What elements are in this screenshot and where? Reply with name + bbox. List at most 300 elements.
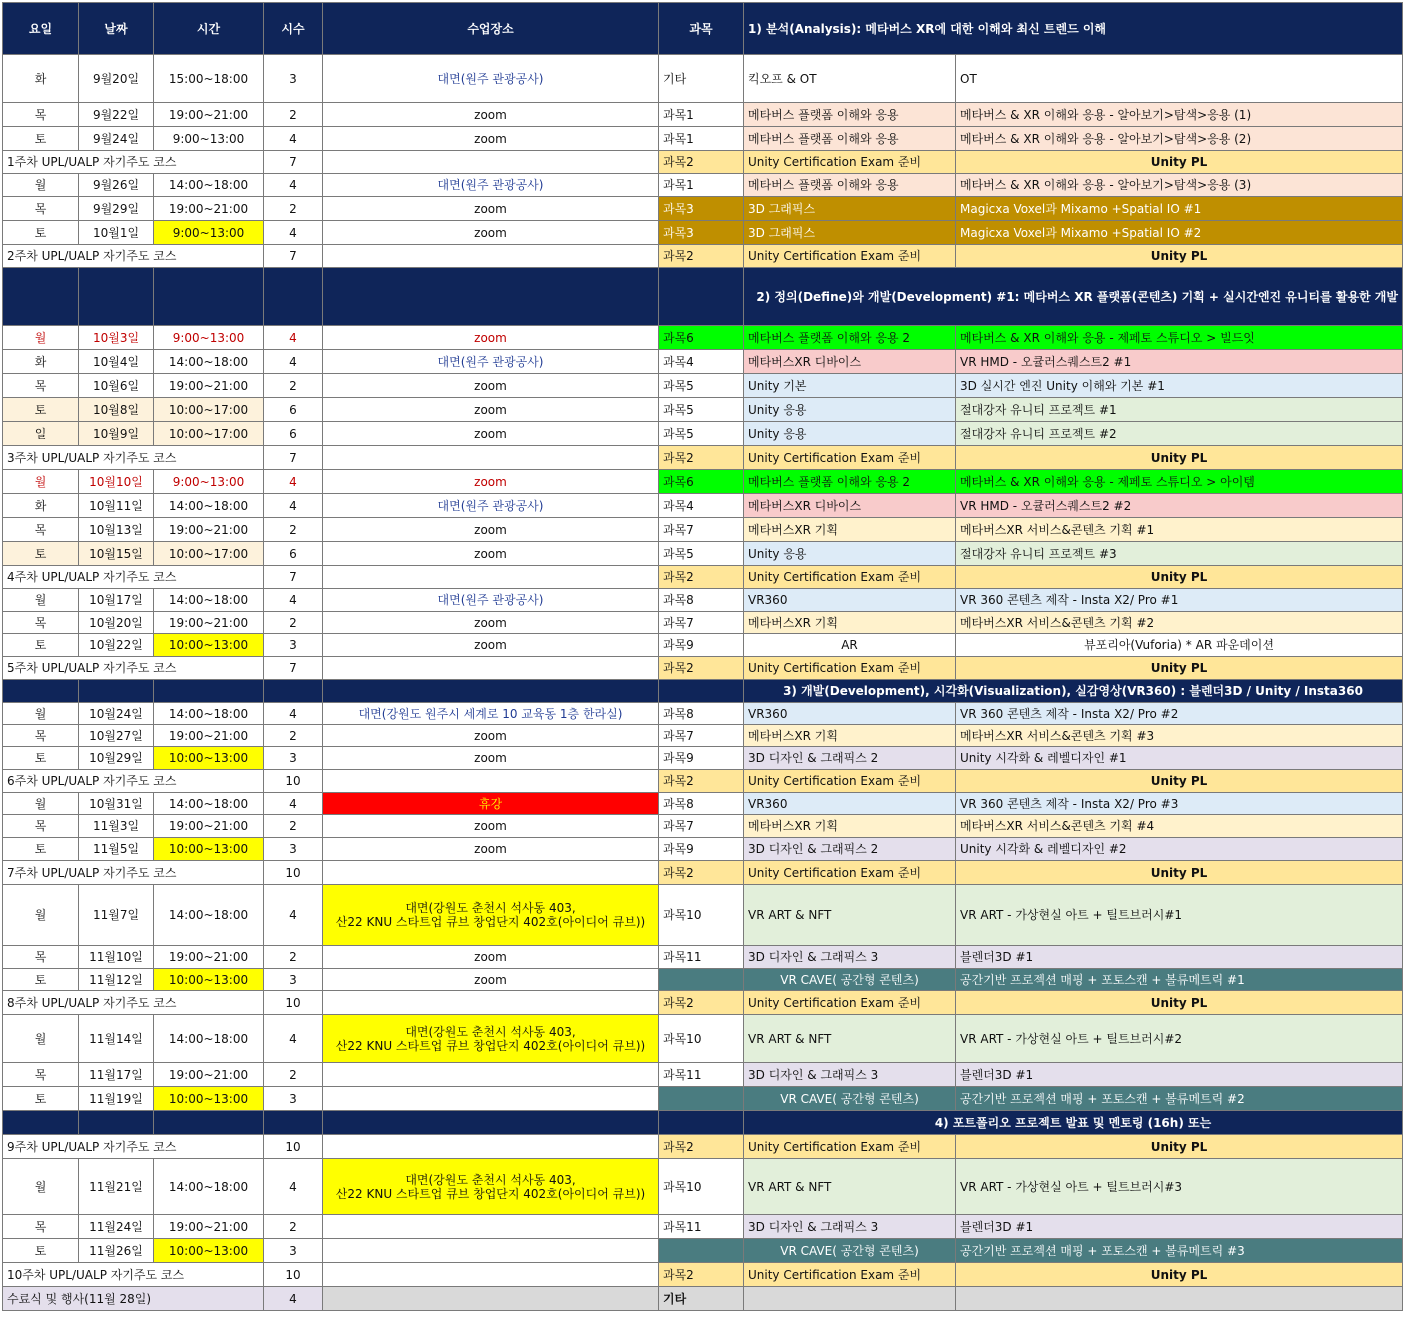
day-cell: 화 <box>3 350 79 374</box>
hours-cell: 6 <box>264 398 323 422</box>
location-cell <box>323 861 659 885</box>
time-cell: 10:00~17:00 <box>154 542 264 566</box>
course-cell: 과목3 <box>659 197 744 221</box>
location-cell: zoom <box>323 838 659 861</box>
subject-cell: VR CAVE( 공간형 콘텐츠) <box>744 969 956 991</box>
hours-cell: 2 <box>264 518 323 542</box>
header-course: 과목 <box>659 3 744 55</box>
course-cell: 과목11 <box>659 946 744 969</box>
class-row <box>3 703 1403 725</box>
detail-cell: Unity PL <box>956 1263 1403 1287</box>
hours-cell: 2 <box>264 197 323 221</box>
self-study-label: 2주차 UPL/UALP 자기주도 코스 <box>3 245 264 268</box>
day-cell: 토 <box>3 634 79 657</box>
date-cell: 10월24일 <box>79 703 154 725</box>
hours-cell: 6 <box>264 542 323 566</box>
date-cell: 10월22일 <box>79 634 154 657</box>
subject-cell: 3D 그래픽스 <box>744 221 956 245</box>
subject-cell: 3D 디자인 & 그래픽스 3 <box>744 1063 956 1087</box>
detail-cell: VR ART - 가상현실 아트 + 틸트브러시#3 <box>956 1159 1403 1215</box>
time-cell: 14:00~18:00 <box>154 1015 264 1063</box>
hours-cell: 7 <box>264 151 323 174</box>
hours-cell: 4 <box>264 174 323 197</box>
location-cell <box>323 446 659 470</box>
time-cell: 19:00~21:00 <box>154 103 264 127</box>
date-cell: 9월22일 <box>79 103 154 127</box>
subject-cell: 메타버스 플랫폼 이해와 응용 <box>744 103 956 127</box>
self-study-label: 6주차 UPL/UALP 자기주도 코스 <box>3 770 264 793</box>
self-study-label: 3주차 UPL/UALP 자기주도 코스 <box>3 446 264 470</box>
day-cell: 토 <box>3 398 79 422</box>
location-cell <box>323 1087 659 1111</box>
subject-cell: 킥오프 & OT <box>744 55 956 103</box>
course-cell: 과목1 <box>659 174 744 197</box>
location-cell: zoom <box>323 542 659 566</box>
hours-cell: 4 <box>264 885 323 946</box>
location-cell: 대면(원주 관광공사) <box>323 494 659 518</box>
detail-cell: 메타버스 & XR 이해와 응용 - 제페토 스튜디오 > 아이템 <box>956 470 1403 494</box>
day-cell: 화 <box>3 494 79 518</box>
hours-cell: 4 <box>264 127 323 151</box>
class-row <box>3 1239 1403 1263</box>
date-cell: 11월12일 <box>79 969 154 991</box>
subject-cell: 메타버스 플랫폼 이해와 응용 <box>744 127 956 151</box>
location-cell <box>323 151 659 174</box>
detail-cell: Unity PL <box>956 245 1403 268</box>
class-row <box>3 470 1403 494</box>
subject-cell: Unity Certification Exam 준비 <box>744 566 956 589</box>
hours-cell: 2 <box>264 725 323 747</box>
detail-cell: VR ART - 가상현실 아트 + 틸트브러시#1 <box>956 885 1403 946</box>
self-study-row <box>3 245 1403 268</box>
self-study-label: 1주차 UPL/UALP 자기주도 코스 <box>3 151 264 174</box>
date-cell: 11월21일 <box>79 1159 154 1215</box>
detail-cell: 메타버스XR 서비스&콘텐츠 기획 #3 <box>956 725 1403 747</box>
self-study-row <box>3 1135 1403 1159</box>
course-cell: 과목8 <box>659 703 744 725</box>
location-cell <box>323 1015 659 1063</box>
class-row <box>3 634 1403 657</box>
class-row <box>3 1215 1403 1239</box>
location-cell: 대면(강원도 원주시 세계로 10 교육동 1층 한라실) <box>323 703 659 725</box>
course-cell: 과목5 <box>659 398 744 422</box>
location-cell: zoom <box>323 612 659 634</box>
time-cell: 14:00~18:00 <box>154 589 264 612</box>
day-cell: 월 <box>3 174 79 197</box>
detail-cell: 메타버스 & XR 이해와 응용 - 알아보기>탐색>응용 (3) <box>956 174 1403 197</box>
course-cell: 과목7 <box>659 725 744 747</box>
day-cell: 월 <box>3 885 79 946</box>
subject-cell: AR <box>744 634 956 657</box>
hours-cell: 2 <box>264 946 323 969</box>
hours-cell: 4 <box>264 793 323 815</box>
band-empty-cell <box>79 680 154 703</box>
closing-label: 수료식 및 행사(11월 28일) <box>3 1287 264 1311</box>
detail-cell: 공간기반 프로젝션 매핑 + 포토스캔 + 볼류메트릭 #3 <box>956 1239 1403 1263</box>
section-band-row <box>3 1111 1403 1135</box>
detail-cell: 블렌더3D #1 <box>956 1215 1403 1239</box>
class-row <box>3 747 1403 770</box>
date-cell: 11월10일 <box>79 946 154 969</box>
day-cell: 목 <box>3 612 79 634</box>
detail-cell: Unity PL <box>956 446 1403 470</box>
subject-cell: VR ART & NFT <box>744 1015 956 1063</box>
detail-cell: 메타버스 & XR 이해와 응용 - 알아보기>탐색>응용 (1) <box>956 103 1403 127</box>
course-cell: 과목5 <box>659 542 744 566</box>
time-cell: 14:00~18:00 <box>154 885 264 946</box>
date-cell: 11월17일 <box>79 1063 154 1087</box>
hours-cell: 2 <box>264 612 323 634</box>
band-empty-cell <box>264 1111 323 1135</box>
class-row <box>3 350 1403 374</box>
time-cell: 10:00~13:00 <box>154 969 264 991</box>
location-cell: zoom <box>323 103 659 127</box>
time-cell: 14:00~18:00 <box>154 1159 264 1215</box>
location-cell: 대면(원주 관광공사) <box>323 589 659 612</box>
subject-cell: Unity 응용 <box>744 542 956 566</box>
location-cell: 대면(원주 관광공사) <box>323 174 659 197</box>
subject-cell: Unity Certification Exam 준비 <box>744 1263 956 1287</box>
course-cell <box>659 1239 744 1263</box>
course-cell <box>659 969 744 991</box>
course-cell: 기타 <box>659 55 744 103</box>
band-empty-cell <box>323 1111 659 1135</box>
date-cell: 10월11일 <box>79 494 154 518</box>
date-cell: 9월24일 <box>79 127 154 151</box>
hours-cell: 10 <box>264 770 323 793</box>
date-cell: 11월26일 <box>79 1239 154 1263</box>
course-cell: 과목5 <box>659 422 744 446</box>
time-cell: 19:00~21:00 <box>154 612 264 634</box>
location-cell: zoom <box>323 470 659 494</box>
class-row <box>3 103 1403 127</box>
band-empty-cell <box>659 680 744 703</box>
detail-cell: 메타버스XR 서비스&콘텐츠 기획 #2 <box>956 612 1403 634</box>
location-cell <box>323 1159 659 1215</box>
subject-cell <box>744 1287 956 1311</box>
location-cell <box>323 566 659 589</box>
location-cell: zoom <box>323 946 659 969</box>
hours-cell: 2 <box>264 103 323 127</box>
detail-cell: OT <box>956 55 1403 103</box>
hours-cell: 4 <box>264 703 323 725</box>
header-location: 수업장소 <box>323 3 659 55</box>
schedule-table <box>2 2 1403 1311</box>
day-cell: 목 <box>3 1063 79 1087</box>
class-row <box>3 1015 1403 1063</box>
day-cell: 토 <box>3 1087 79 1111</box>
detail-cell: 블렌더3D #1 <box>956 946 1403 969</box>
date-cell: 11월19일 <box>79 1087 154 1111</box>
day-cell: 화 <box>3 55 79 103</box>
class-row <box>3 127 1403 151</box>
detail-cell: 공간기반 프로젝션 매핑 + 포토스캔 + 볼류메트릭 #2 <box>956 1087 1403 1111</box>
day-cell: 목 <box>3 1215 79 1239</box>
section-title: 3) 개발(Development), 시각화(Visualization), 실감영상(VR360) : 블렌더3D / Unity / Insta360 <box>744 680 1403 703</box>
class-row <box>3 1063 1403 1087</box>
subject-cell: 3D 디자인 & 그래픽스 3 <box>744 1215 956 1239</box>
hours-cell: 4 <box>264 326 323 350</box>
hours-cell: 10 <box>264 991 323 1015</box>
hours-cell: 4 <box>264 1015 323 1063</box>
course-cell: 과목8 <box>659 793 744 815</box>
detail-cell: VR 360 콘텐츠 제작 - Insta X2/ Pro #3 <box>956 793 1403 815</box>
day-cell: 월 <box>3 793 79 815</box>
date-cell: 11월5일 <box>79 838 154 861</box>
course-cell: 과목1 <box>659 103 744 127</box>
hours-cell: 10 <box>264 1135 323 1159</box>
location-cell <box>323 1287 659 1311</box>
self-study-label: 7주차 UPL/UALP 자기주도 코스 <box>3 861 264 885</box>
time-cell: 19:00~21:00 <box>154 197 264 221</box>
course-cell: 과목7 <box>659 815 744 838</box>
day-cell: 목 <box>3 103 79 127</box>
location-cell: zoom <box>323 518 659 542</box>
day-cell: 토 <box>3 747 79 770</box>
subject-cell: 3D 디자인 & 그래픽스 2 <box>744 838 956 861</box>
location-line-1: 대면(강원도 춘천시 석사동 403, <box>405 1172 576 1187</box>
subject-cell: 메타버스XR 기획 <box>744 612 956 634</box>
location-cell: zoom <box>323 634 659 657</box>
course-cell: 과목2 <box>659 245 744 268</box>
subject-cell: Unity Certification Exam 준비 <box>744 770 956 793</box>
course-cell: 과목2 <box>659 861 744 885</box>
course-cell: 과목6 <box>659 326 744 350</box>
hours-cell: 3 <box>264 55 323 103</box>
section-title: 1) 분석(Analysis): 메타버스 XR에 대한 이해와 최신 트렌드 이해 <box>744 3 1403 55</box>
hours-cell: 3 <box>264 1239 323 1263</box>
date-cell: 10월6일 <box>79 374 154 398</box>
time-cell: 9:00~13:00 <box>154 326 264 350</box>
time-cell: 10:00~13:00 <box>154 1239 264 1263</box>
location-cell: zoom <box>323 725 659 747</box>
time-cell: 19:00~21:00 <box>154 1215 264 1239</box>
hours-cell: 3 <box>264 969 323 991</box>
detail-cell: VR 360 콘텐츠 제작 - Insta X2/ Pro #2 <box>956 703 1403 725</box>
course-cell: 과목10 <box>659 885 744 946</box>
date-cell: 9월29일 <box>79 197 154 221</box>
time-cell: 10:00~13:00 <box>154 1087 264 1111</box>
time-cell: 9:00~13:00 <box>154 470 264 494</box>
band-empty-cell <box>659 1111 744 1135</box>
subject-cell: Unity Certification Exam 준비 <box>744 991 956 1015</box>
self-study-label: 8주차 UPL/UALP 자기주도 코스 <box>3 991 264 1015</box>
subject-cell: VR360 <box>744 793 956 815</box>
subject-cell: Unity 기본 <box>744 374 956 398</box>
band-empty-cell <box>154 1111 264 1135</box>
location-cell <box>323 1135 659 1159</box>
schedule-body <box>3 3 1403 1311</box>
location-cell <box>323 770 659 793</box>
self-study-row <box>3 991 1403 1015</box>
day-cell: 토 <box>3 1239 79 1263</box>
hours-cell: 2 <box>264 1063 323 1087</box>
time-cell: 10:00~13:00 <box>154 838 264 861</box>
date-cell: 11월14일 <box>79 1015 154 1063</box>
day-cell: 월 <box>3 326 79 350</box>
subject-cell: 메타버스 플랫폼 이해와 응용 2 <box>744 470 956 494</box>
time-cell: 14:00~18:00 <box>154 703 264 725</box>
hours-cell: 4 <box>264 470 323 494</box>
date-cell: 10월3일 <box>79 326 154 350</box>
band-empty-cell <box>154 268 264 326</box>
course-cell: 과목2 <box>659 1135 744 1159</box>
detail-cell: 공간기반 프로젝션 매핑 + 포토스캔 + 볼류메트릭 #1 <box>956 969 1403 991</box>
detail-cell: 메타버스XR 서비스&콘텐츠 기획 #1 <box>956 518 1403 542</box>
time-cell: 14:00~18:00 <box>154 494 264 518</box>
course-cell <box>659 1087 744 1111</box>
detail-cell: Unity PL <box>956 1135 1403 1159</box>
location-cell: 대면(원주 관광공사) <box>323 350 659 374</box>
detail-cell: 절대강자 유니티 프로젝트 #2 <box>956 422 1403 446</box>
hours-cell: 6 <box>264 422 323 446</box>
hours-cell: 3 <box>264 838 323 861</box>
subject-cell: 3D 디자인 & 그래픽스 2 <box>744 747 956 770</box>
detail-cell: 뷰포리아(Vuforia) * AR 파운데이션 <box>956 634 1403 657</box>
date-cell: 11월7일 <box>79 885 154 946</box>
day-cell: 토 <box>3 127 79 151</box>
class-row <box>3 518 1403 542</box>
subject-cell: VR ART & NFT <box>744 885 956 946</box>
hours-cell: 2 <box>264 374 323 398</box>
subject-cell: Unity Certification Exam 준비 <box>744 151 956 174</box>
time-cell: 9:00~13:00 <box>154 221 264 245</box>
section-title: 4) 포트폴리오 프로젝트 발표 및 멘토링 (16h) 또는 <box>744 1111 1403 1135</box>
class-row <box>3 494 1403 518</box>
hours-cell: 4 <box>264 589 323 612</box>
detail-cell: 절대강자 유니티 프로젝트 #3 <box>956 542 1403 566</box>
location-cell: zoom <box>323 326 659 350</box>
class-row <box>3 815 1403 838</box>
date-cell: 10월8일 <box>79 398 154 422</box>
time-cell: 19:00~21:00 <box>154 815 264 838</box>
course-cell: 기타 <box>659 1287 744 1311</box>
self-study-label: 5주차 UPL/UALP 자기주도 코스 <box>3 657 264 680</box>
location-cell: zoom <box>323 221 659 245</box>
time-cell: 9:00~13:00 <box>154 127 264 151</box>
course-cell: 과목2 <box>659 151 744 174</box>
course-cell: 과목5 <box>659 374 744 398</box>
class-row <box>3 374 1403 398</box>
subject-cell: Unity Certification Exam 준비 <box>744 861 956 885</box>
course-cell: 과목11 <box>659 1063 744 1087</box>
location-cell <box>323 1263 659 1287</box>
band-empty-cell <box>79 268 154 326</box>
header-date: 날짜 <box>79 3 154 55</box>
location-cell: zoom <box>323 374 659 398</box>
date-cell: 11월3일 <box>79 815 154 838</box>
course-cell: 과목9 <box>659 747 744 770</box>
date-cell: 10월1일 <box>79 221 154 245</box>
location-cell <box>323 657 659 680</box>
date-cell: 11월24일 <box>79 1215 154 1239</box>
class-row <box>3 885 1403 946</box>
time-cell: 10:00~13:00 <box>154 747 264 770</box>
class-row <box>3 174 1403 197</box>
date-cell: 10월20일 <box>79 612 154 634</box>
day-cell: 목 <box>3 815 79 838</box>
location-cell: zoom <box>323 398 659 422</box>
hours-cell: 3 <box>264 747 323 770</box>
subject-cell: Unity 응용 <box>744 422 956 446</box>
self-study-label: 10주차 UPL/UALP 자기주도 코스 <box>3 1263 264 1287</box>
time-cell: 19:00~21:00 <box>154 518 264 542</box>
course-cell: 과목10 <box>659 1015 744 1063</box>
day-cell: 목 <box>3 946 79 969</box>
time-cell: 10:00~17:00 <box>154 422 264 446</box>
class-row <box>3 221 1403 245</box>
location-cell <box>323 1063 659 1087</box>
location-cell: zoom <box>323 969 659 991</box>
self-study-row <box>3 1263 1403 1287</box>
self-study-row <box>3 861 1403 885</box>
time-cell: 14:00~18:00 <box>154 174 264 197</box>
hours-cell: 4 <box>264 1287 323 1311</box>
class-row <box>3 55 1403 103</box>
location-cell: 휴강 <box>323 793 659 815</box>
self-study-label: 4주차 UPL/UALP 자기주도 코스 <box>3 566 264 589</box>
subject-cell: 메타버스 플랫폼 이해와 응용 <box>744 174 956 197</box>
class-row <box>3 612 1403 634</box>
band-empty-cell <box>3 268 79 326</box>
location-cell: zoom <box>323 197 659 221</box>
time-cell: 15:00~18:00 <box>154 55 264 103</box>
class-row <box>3 838 1403 861</box>
location-cell: zoom <box>323 422 659 446</box>
hours-cell: 7 <box>264 245 323 268</box>
subject-cell: Unity Certification Exam 준비 <box>744 245 956 268</box>
header-row <box>3 3 1403 55</box>
detail-cell: Unity PL <box>956 657 1403 680</box>
class-row <box>3 1087 1403 1111</box>
subject-cell: 3D 그래픽스 <box>744 197 956 221</box>
hours-cell: 4 <box>264 221 323 245</box>
detail-cell: VR HMD - 오큘러스퀘스트2 #2 <box>956 494 1403 518</box>
course-cell: 과목1 <box>659 127 744 151</box>
subject-cell: VR ART & NFT <box>744 1159 956 1215</box>
detail-cell: Unity PL <box>956 566 1403 589</box>
location-cell <box>323 1215 659 1239</box>
band-empty-cell <box>659 268 744 326</box>
date-cell: 9월20일 <box>79 55 154 103</box>
class-row <box>3 1159 1403 1215</box>
header-time: 시간 <box>154 3 264 55</box>
time-cell: 10:00~17:00 <box>154 398 264 422</box>
time-cell: 19:00~21:00 <box>154 725 264 747</box>
date-cell: 10월13일 <box>79 518 154 542</box>
date-cell: 10월27일 <box>79 725 154 747</box>
course-cell: 과목2 <box>659 770 744 793</box>
detail-cell: 메타버스XR 서비스&콘텐츠 기획 #4 <box>956 815 1403 838</box>
section-band-row <box>3 268 1403 326</box>
self-study-row <box>3 151 1403 174</box>
detail-cell: Unity PL <box>956 151 1403 174</box>
band-empty-cell <box>264 268 323 326</box>
detail-cell: Magicxa Voxel과 Mixamo +Spatial IO #1 <box>956 197 1403 221</box>
detail-cell: Unity PL <box>956 991 1403 1015</box>
header-hours: 시수 <box>264 3 323 55</box>
day-cell: 목 <box>3 518 79 542</box>
class-row <box>3 969 1403 991</box>
hours-cell: 4 <box>264 1159 323 1215</box>
subject-cell: 메타버스XR 디바이스 <box>744 494 956 518</box>
course-cell: 과목2 <box>659 1263 744 1287</box>
day-cell: 토 <box>3 542 79 566</box>
detail-cell: 절대강자 유니티 프로젝트 #1 <box>956 398 1403 422</box>
band-empty-cell <box>323 680 659 703</box>
course-cell: 과목11 <box>659 1215 744 1239</box>
class-row <box>3 197 1403 221</box>
